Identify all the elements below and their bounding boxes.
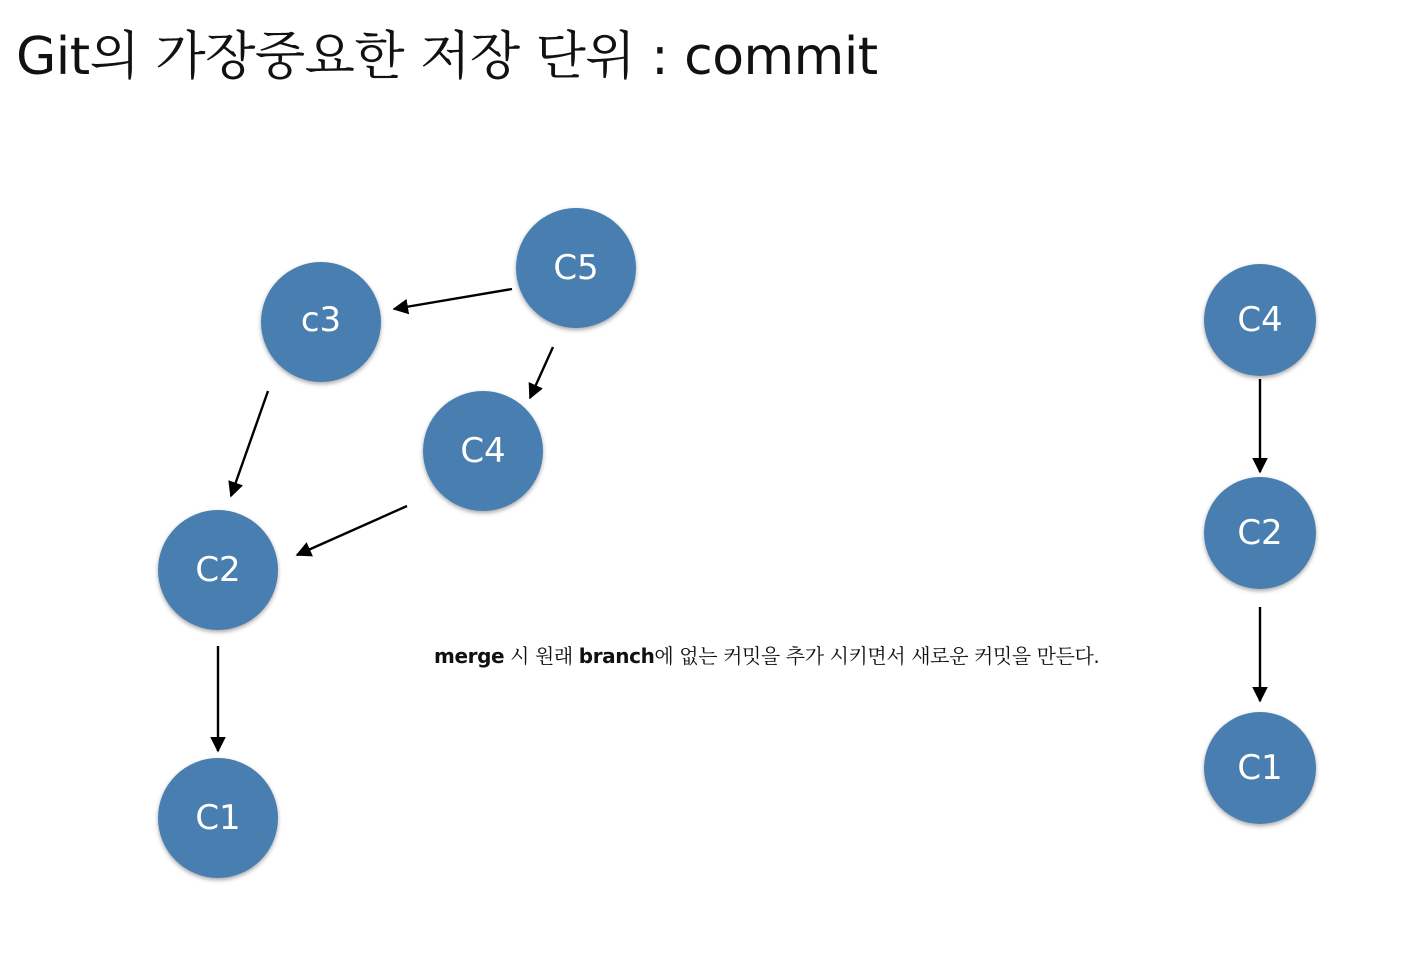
right-commit-label-c1: C1 bbox=[1237, 748, 1283, 788]
edge-c5-to-c3 bbox=[394, 289, 512, 309]
commit-label-c1: C1 bbox=[195, 798, 241, 838]
right-commit-label-c2: C2 bbox=[1237, 513, 1283, 553]
commit-node-c4 bbox=[423, 391, 543, 511]
edge-c4-to-c2 bbox=[297, 506, 407, 555]
commit-node-c5 bbox=[516, 208, 636, 328]
commit-node-c3 bbox=[261, 262, 381, 382]
right-commit-graph bbox=[1204, 264, 1316, 824]
commit-label-c5: C5 bbox=[553, 248, 599, 288]
edge-c3-to-c2 bbox=[231, 391, 268, 496]
caption-merge-word: merge bbox=[434, 644, 505, 668]
edge-c5-to-c4 bbox=[530, 347, 553, 398]
caption-part-1: 시 원래 bbox=[504, 644, 579, 668]
commit-node-c2 bbox=[158, 510, 278, 630]
merge-caption bbox=[434, 640, 1099, 669]
right-commit-node-c2 bbox=[1204, 477, 1316, 589]
left-commit-graph bbox=[158, 208, 636, 878]
caption-branch-word: branch bbox=[578, 644, 655, 668]
right-commit-node-c4 bbox=[1204, 264, 1316, 376]
page-title: Git의 가장중요한 저장 단위 : commit bbox=[16, 27, 878, 87]
commit-label-c4: C4 bbox=[460, 431, 506, 471]
right-commit-node-c1 bbox=[1204, 712, 1316, 824]
commit-node-c1 bbox=[158, 758, 278, 878]
commit-label-c2: C2 bbox=[195, 550, 241, 590]
caption-part-2: 에 없는 커밋을 추가 시키면서 새로운 커밋을 만든다. bbox=[654, 644, 1100, 668]
right-commit-label-c4: C4 bbox=[1237, 300, 1283, 340]
commit-label-c3: c3 bbox=[300, 300, 342, 340]
